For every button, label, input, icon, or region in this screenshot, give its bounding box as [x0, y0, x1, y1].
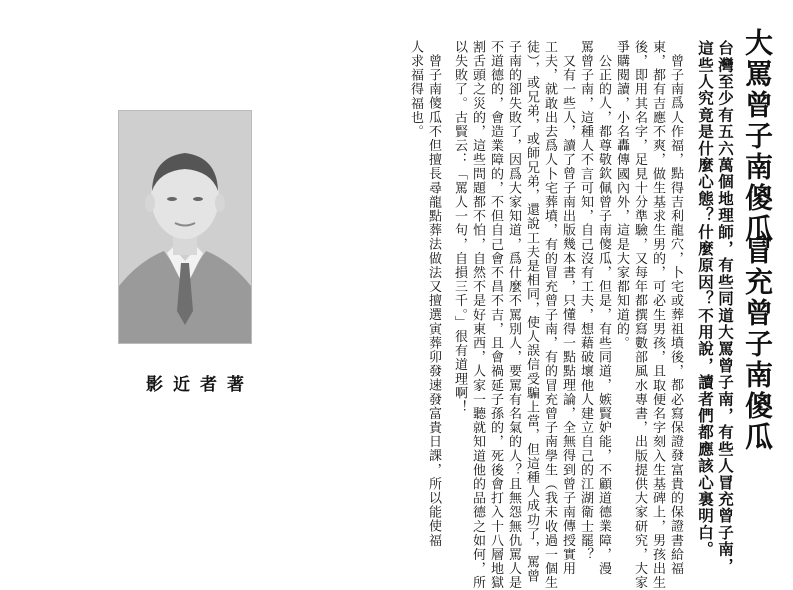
intro-line-2: 這些人究竟是什麼心態？什麼原因？不用說，讀者們都應該心裏明白。 [696, 40, 715, 558]
body-line: 後，即用其名字，足見十分準驗，又每年都撰寫數部風水專書，出版提供大家研究，大家 [632, 40, 647, 590]
title-line-2: 冒充曾子南傻瓜 [741, 236, 774, 453]
author-photo [118, 110, 252, 344]
portrait-image [119, 111, 251, 343]
body-line: 東，都有吉應不爽，做生基求生男的，可必生男孩，且取便名字刻入生基碑上，男孩出生 [650, 40, 665, 590]
title-line-1: 大罵曾子南傻瓜 [741, 28, 774, 245]
body-line: 曾子南爲人作福，點得吉利龍穴，卜宅或葬祖墳後，都必寫保證發富貴的保證書給福 [668, 54, 683, 576]
photo-caption: 影近者著 [146, 375, 254, 395]
body-line: 以失敗了。古賢云：「罵人一句，自損三千。」很有道理啊！ [452, 40, 467, 415]
body-line: 割舌頭之災的，這些問題都不怕，自然不是好東西，人家一聽就知道他的品德之如何，所 [470, 40, 485, 590]
body-line: 爭購閱讀，小名轟傳國內外，這是大家都知道的。 [614, 40, 629, 351]
intro-line-1: 台灣至少有五六萬個地理師，有些同道大罵曾子南，有些人冒充曾子南， [716, 40, 735, 575]
body-line: 子南的卻失敗了，因爲大家知道，爲什麼不罵別人，要罵有名氣的人？且無怨無仇罵人是 [506, 40, 521, 590]
body-line: 公正的人，都尊敬欽佩曾子南傻瓜，但是，有些同道，嫉賢妒能，不顧道德業障，漫 [596, 54, 611, 576]
body-line: 徒），或兄弟，或師兄弟，還說工夫是相同，使人誤信受騙上當，但這種人成功了，罵曾 [524, 40, 539, 584]
body-line: 罵曾子南，這種人不言可知，自己沒有工夫，想藉破壞他人建立自己的江湖衛士罷？ [578, 40, 593, 562]
body-line: 工夫，就敢出去爲人卜宅葬墳，有的冒充曾子南，有的冒充曾子南學生（我未收過一個生 [542, 40, 557, 590]
body-line: 不道德的，會造業障的，不但自己會不昌不吉，且會禍延子孫的，死後會打入十八層地獄 [488, 40, 503, 590]
body-line: 曾子南傻瓜不但擅長尋龍點葬法做法又擅選寅葬卯發速發富貴日課，所以能使福 [426, 54, 441, 548]
body-line: 又有一些人，讀了曾子南出版幾本書，只懂得一點點理論，全無得到曾子南傳授實用 [560, 54, 575, 576]
body-line: 人求福得福也。 [408, 40, 423, 139]
